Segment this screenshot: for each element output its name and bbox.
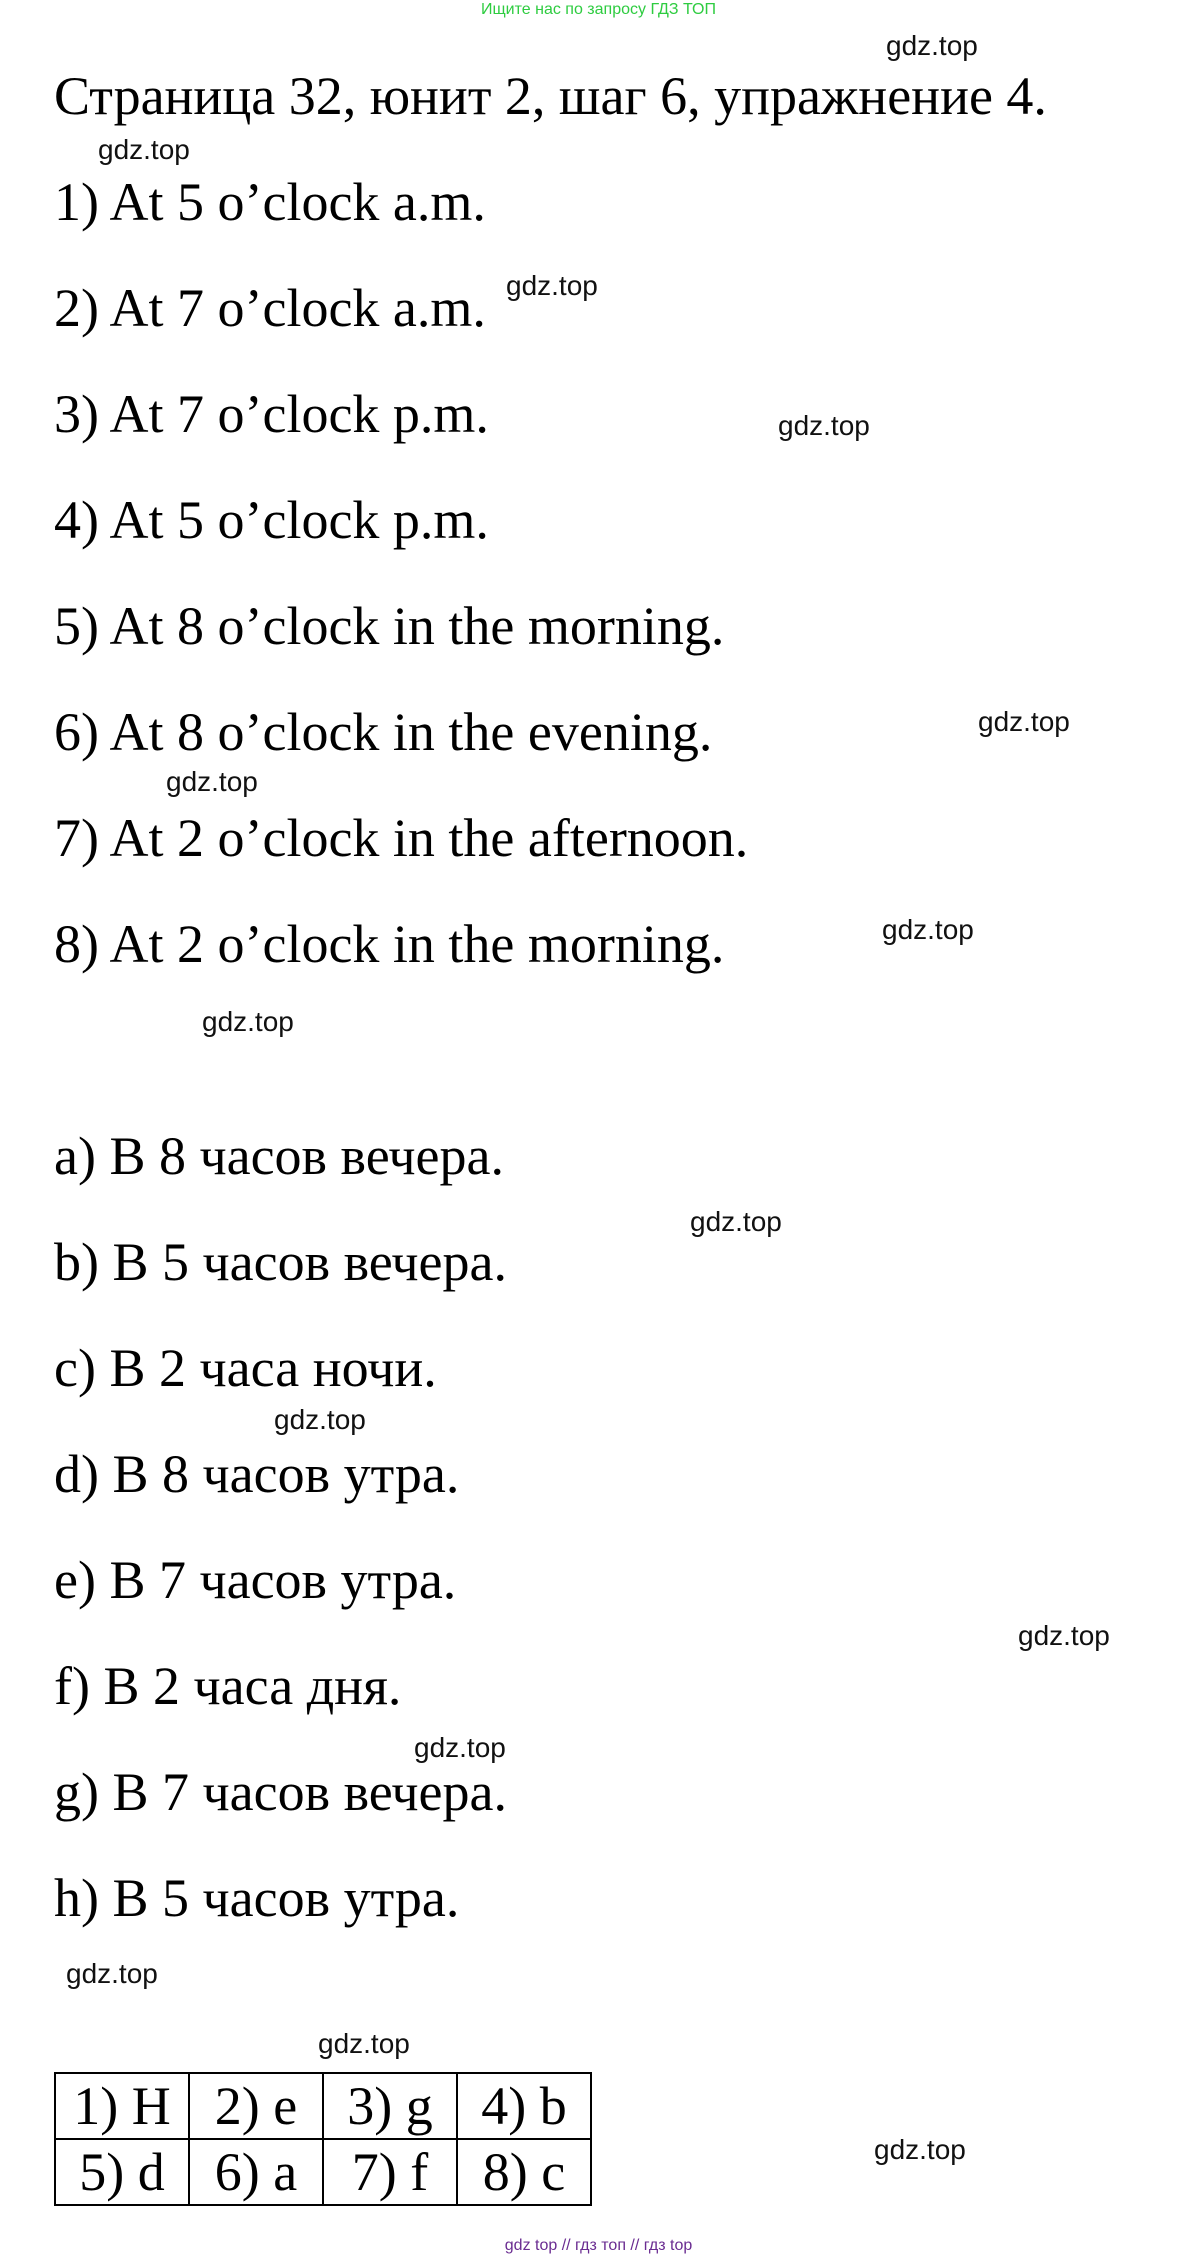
watermark: gdz.top bbox=[882, 914, 974, 945]
watermark: gdz.top bbox=[414, 1732, 506, 1763]
watermark: gdz.top bbox=[202, 1006, 294, 1037]
table-row bbox=[55, 2073, 591, 2139]
russian-line: a) В 8 часов вечера. bbox=[54, 1126, 504, 1186]
table-row bbox=[55, 2139, 591, 2205]
top-banner: Ищите нас по запросу ГДЗ ТОП bbox=[481, 1, 716, 18]
answer-cell: 2) e bbox=[189, 2073, 323, 2139]
answer-table bbox=[54, 2072, 592, 2206]
russian-line: c) В 2 часа ночи. bbox=[54, 1338, 437, 1398]
watermark: gdz.top bbox=[318, 2028, 410, 2059]
english-line: 2) At 7 o’clock a.m. bbox=[54, 278, 486, 338]
watermark: gdz.top bbox=[874, 2134, 966, 2165]
russian-line: h) В 5 часов утра. bbox=[54, 1868, 460, 1928]
watermark: gdz.top bbox=[1018, 1620, 1110, 1651]
watermark: gdz.top bbox=[66, 1958, 158, 1989]
answer-cell: 4) b bbox=[457, 2073, 591, 2139]
answer-cell: 7) f bbox=[323, 2139, 457, 2205]
watermark: gdz.top bbox=[978, 706, 1070, 737]
watermark: gdz.top bbox=[98, 134, 190, 165]
page-title: Страница 32, юнит 2, шаг 6, упражнение 4. bbox=[54, 66, 1047, 126]
english-line: 7) At 2 o’clock in the afternoon. bbox=[54, 808, 749, 868]
answer-cell: 6) a bbox=[189, 2139, 323, 2205]
english-line: 4) At 5 o’clock p.m. bbox=[54, 490, 489, 550]
english-line: 3) At 7 o’clock p.m. bbox=[54, 384, 489, 444]
english-line: 8) At 2 o’clock in the morning. bbox=[54, 914, 725, 974]
russian-line: g) В 7 часов вечера. bbox=[54, 1762, 507, 1822]
russian-line: b) В 5 часов вечера. bbox=[54, 1232, 507, 1292]
watermark: gdz.top bbox=[886, 30, 978, 61]
answer-cell: 8) c bbox=[457, 2139, 591, 2205]
watermark: gdz.top bbox=[274, 1404, 366, 1435]
english-line: 1) At 5 o’clock a.m. bbox=[54, 172, 486, 232]
russian-line: e) В 7 часов утра. bbox=[54, 1550, 457, 1610]
answer-cell: 5) d bbox=[55, 2139, 189, 2205]
watermark: gdz.top bbox=[506, 270, 598, 301]
watermark: gdz.top bbox=[778, 410, 870, 441]
footer: gdz top // гдз топ // гдз top bbox=[504, 2237, 693, 2254]
english-line: 6) At 8 o’clock in the evening. bbox=[54, 702, 713, 762]
watermark: gdz.top bbox=[690, 1206, 782, 1237]
answer-cell: 3) g bbox=[323, 2073, 457, 2139]
russian-line: f) В 2 часа дня. bbox=[54, 1656, 402, 1716]
watermark: gdz.top bbox=[166, 766, 258, 797]
answer-cell: 1) H bbox=[55, 2073, 189, 2139]
english-line: 5) At 8 o’clock in the morning. bbox=[54, 596, 725, 656]
russian-line: d) В 8 часов утра. bbox=[54, 1444, 460, 1504]
